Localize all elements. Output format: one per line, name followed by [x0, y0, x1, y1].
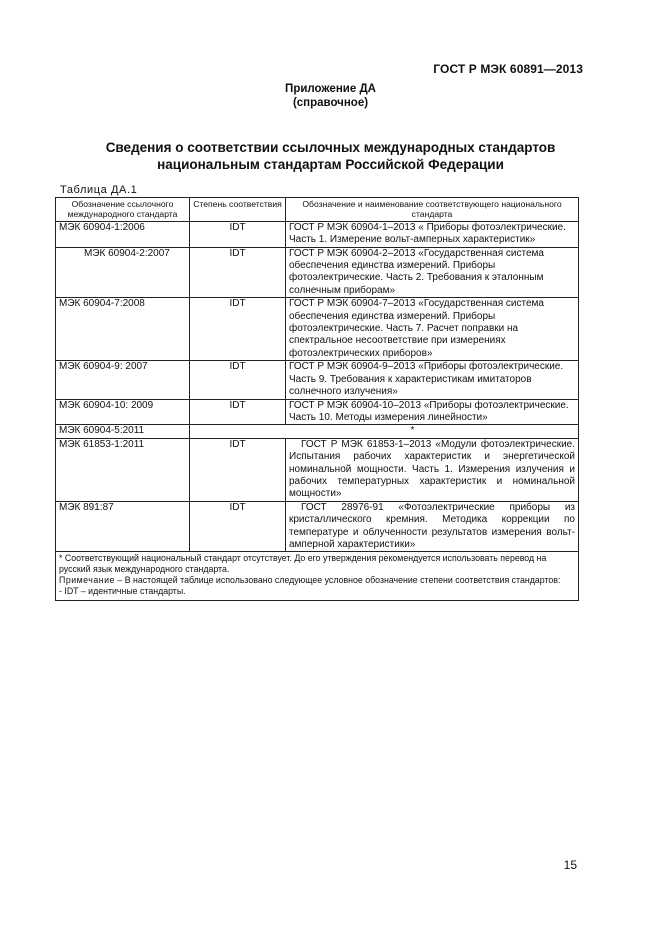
international-standard: МЭК 60904-7:2008 — [56, 298, 190, 361]
section-heading-line2: национальным стандартам Российской Федерации — [157, 157, 504, 172]
degree-of-correspondence: IDT — [190, 247, 286, 298]
national-standard: ГОСТ Р МЭК 61853-1–2013 «Модули фотоэлектрические. Испытания рабочих характеристик и энергетической номинальной мощности. Часть 1. Измерения излучения и рабочих температурных характеристик и номинальной мощности» — [286, 438, 579, 501]
table-label: Таблица ДА.1 — [60, 184, 138, 196]
appendix-subtitle: (справочное) — [292, 97, 369, 109]
table-notes — [56, 552, 579, 600]
national-standard: ГОСТ Р МЭК 60904-9–2013 «Приборы фотоэлектрические. Часть 9. Требования к характеристикам имитаторов солнечного излучения» — [286, 361, 579, 399]
table-row — [56, 438, 579, 501]
column-header-degree: Степень соответствия — [190, 198, 286, 222]
table-header-row — [56, 198, 579, 222]
appendix-title-block — [0, 82, 661, 110]
footnote: * Соответствующий национальный стандарт отсутствует. До его утверждения рекомендуется использовать перевод на русский язык международного стандарта. — [59, 553, 547, 575]
international-standard: МЭК 60904-2:2007 — [56, 247, 190, 298]
international-standard: МЭК 60904-9: 2007 — [56, 361, 190, 399]
table-row — [56, 425, 579, 438]
table-row — [56, 247, 579, 298]
international-standard: МЭК 61853-1:2011 — [56, 438, 190, 501]
international-standard: МЭК 891:87 — [56, 501, 190, 552]
degree-of-correspondence: IDT — [190, 399, 286, 425]
national-standard: ГОСТ Р МЭК 60904-1–2013 « Приборы фотоэлектрические. Часть 1. Измерение вольт-амперных характеристик» — [286, 221, 579, 247]
degree-of-correspondence: IDT — [190, 221, 286, 247]
table-footer-row — [56, 552, 579, 600]
international-standard: МЭК 60904-5:2011 — [56, 425, 190, 438]
note — [59, 575, 575, 586]
note-text: – В настоящей таблице использовано следующее условное обозначение степени соответствия стандартов: — [114, 574, 561, 585]
table-row — [56, 399, 579, 425]
table-row — [56, 298, 579, 361]
national-standard: ГОСТ 28976-91 «Фотоэлектрические приборы из кристаллического кремния. Методика коррекции по температуре и облученности результатов измерения вольт-амперной характеристики» — [286, 501, 579, 552]
page-number: 15 — [563, 858, 577, 872]
degree-of-correspondence: IDT — [190, 361, 286, 399]
column-header-international: Обозначение ссылочного международного стандарта — [56, 198, 190, 222]
document-code: ГОСТ Р МЭК 60891—2013 — [433, 62, 583, 76]
table-row — [56, 221, 579, 247]
national-standard: ГОСТ Р МЭК 60904-7–2013 «Государственная система обеспечения единства измерений. Приборы фотоэлектрические. Часть 7. Расчет поправки на спектральное несоответствие при измерениях фотоэлектрических приборов» — [286, 298, 579, 361]
section-heading-line1: Сведения о соответствии ссылочных международных стандартов — [105, 140, 556, 155]
column-header-national: Обозначение и наименование соответствующего национального стандарта — [286, 198, 579, 222]
table-row — [56, 361, 579, 399]
note-item: - IDT – идентичные стандарты. — [59, 585, 186, 596]
degree-of-correspondence: IDT — [190, 298, 286, 361]
international-standard: МЭК 60904-10: 2009 — [56, 399, 190, 425]
degree-of-correspondence: IDT — [190, 438, 286, 501]
table-row — [56, 501, 579, 552]
international-standard: МЭК 60904-1:2006 — [56, 221, 190, 247]
section-heading — [0, 139, 661, 173]
note-lead: Примечание — [59, 574, 115, 585]
national-standard: ГОСТ Р МЭК 60904-10–2013 «Приборы фотоэлектрические. Часть 10. Методы измерения линейности» — [286, 399, 579, 425]
footnote-marker: * — [190, 425, 579, 438]
national-standard: ГОСТ Р МЭК 60904-2–2013 «Государственная система обеспечения единства измерений. Приборы фотоэлектрические. Часть 2. Требования к эталонным солнечным приборам» — [286, 247, 579, 298]
correspondence-table — [55, 197, 579, 601]
degree-of-correspondence: IDT — [190, 501, 286, 552]
appendix-title: Приложение ДА — [285, 83, 376, 95]
